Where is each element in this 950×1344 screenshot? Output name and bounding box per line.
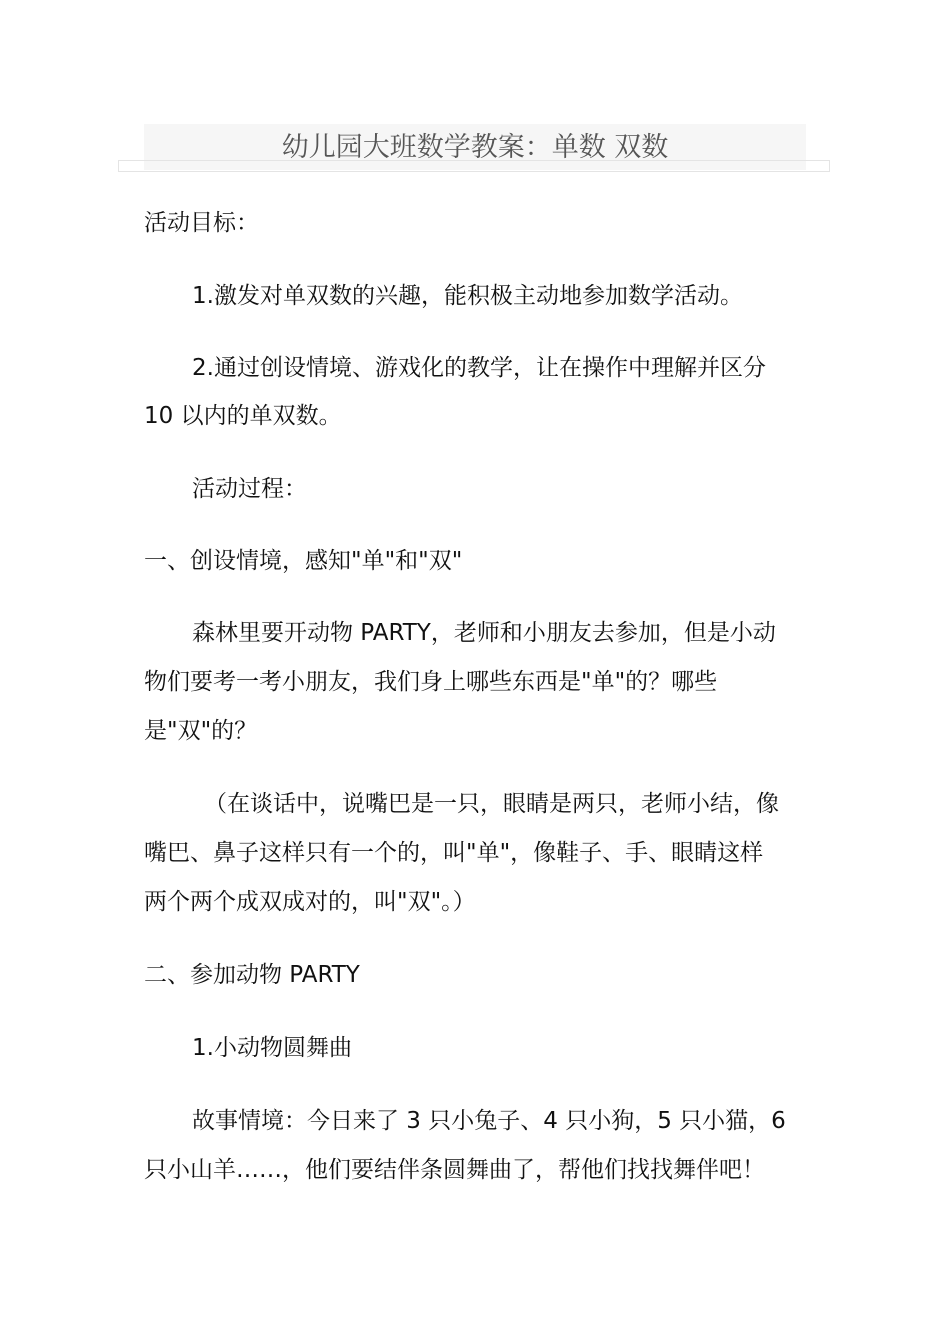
section-heading-goals: 活动目标： (144, 210, 259, 236)
goal-item-1: 1.激发对单双数的兴趣，能积极主动地参加数学活动。 (192, 283, 743, 309)
paragraph-line: 嘴巴、鼻子这样只有一个的，叫"单"，像鞋子、手、眼睛这样 (144, 840, 764, 866)
paragraph-line: 是"双"的？ (144, 718, 258, 744)
section-heading-process: 活动过程： (192, 476, 307, 502)
paragraph-line: 两个两个成双成对的，叫"双"。） (144, 889, 476, 915)
goal-item-2: 2.通过创设情境、游戏化的教学，让在操作中理解并区分 (192, 355, 766, 381)
goal-item-2-cont: 10 以内的单双数。 (144, 403, 342, 429)
paragraph-line: 物们要考一考小朋友，我们身上哪些东西是"单"的？哪些 (144, 669, 718, 695)
paragraph-line: 只小山羊……，他们要结伴条圆舞曲了，帮他们找找舞伴吧！ (144, 1157, 765, 1183)
document-title: 幼儿园大班数学教案：单数 双数 (281, 132, 669, 163)
step-heading-2: 二、参加动物 PARTY (144, 962, 360, 988)
sub-step-1: 1.小动物圆舞曲 (192, 1035, 352, 1061)
paragraph-line: （在谈话中，说嘴巴是一只，眼睛是两只，老师小结，像 (204, 791, 779, 817)
step-heading-1: 一、创设情境，感知"单"和"双" (144, 548, 463, 574)
paragraph-line: 故事情境：今日来了 3 只小兔子、4 只小狗，5 只小猫，6 (192, 1108, 786, 1134)
paragraph-line: 森林里要开动物 PARTY，老师和小朋友去参加，但是小动 (192, 620, 776, 646)
